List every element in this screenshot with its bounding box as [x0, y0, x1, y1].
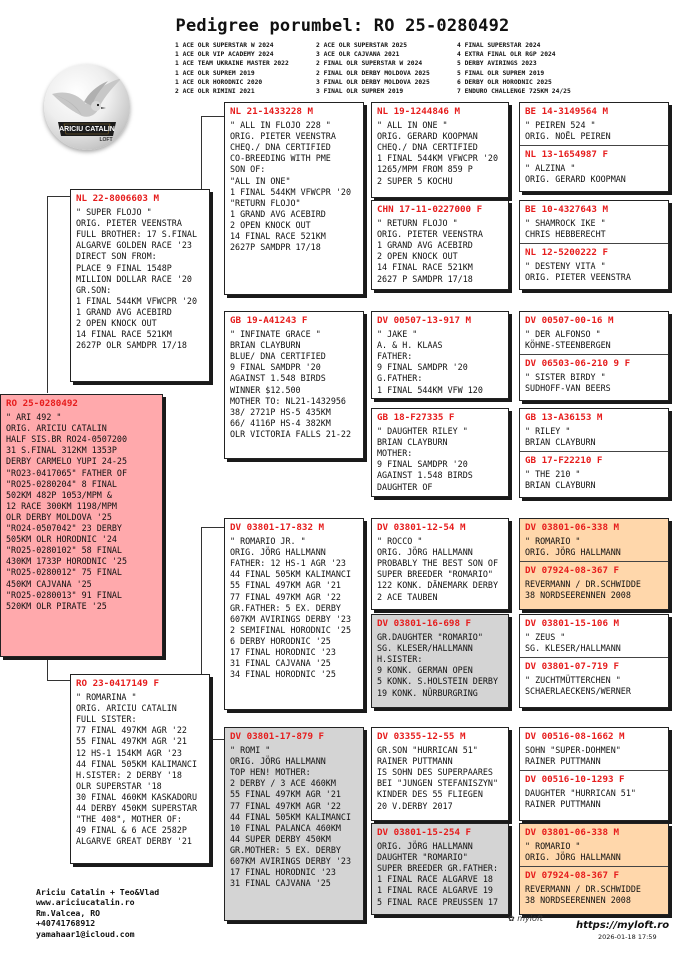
pigeon-pair-card[interactable]	[519, 518, 669, 610]
pigeon-card-mff[interactable]	[371, 518, 509, 610]
pedigree-line: ORIG. JÖRG HALLMANN	[230, 756, 326, 767]
pedigree-line: "RO23-0417065" FATHER OF	[6, 467, 128, 478]
pigeon-pair-card[interactable]	[519, 408, 669, 498]
pedigree-line: MOTHER:	[377, 448, 413, 459]
achievement-item: 2 ACE OLR SUPERSTAR 2025	[316, 42, 407, 49]
pedigree-line: BRIAN CLAYBURN	[230, 340, 301, 351]
achievements-col-3	[457, 41, 571, 96]
pedigree-line: 1 GRAND AVG ACEBIRD	[76, 306, 172, 317]
pedigree-line: ORIG. NOËL PEIREN	[525, 131, 611, 142]
pedigree-line: 430KM 1733P HORODNIC '25	[6, 556, 128, 567]
ring-number: GB 13-A36153 M	[525, 412, 603, 423]
pedigree-line: "RO25-0280012" 75 FINAL	[6, 567, 122, 578]
loft-logo	[44, 64, 130, 150]
pedigree-line: H.SISTER:	[377, 654, 423, 665]
pedigree-line: BLUE/ DNA CERTIFIED	[230, 351, 326, 362]
pedigree-line: ORIG. GERARD KOOPMAN	[377, 131, 478, 142]
ring-number: GB 18-F27335 F	[377, 412, 455, 423]
pedigree-line: 12 RACE 300KM 1198/MPM	[6, 500, 117, 511]
pedigree-line: 1 GRAND AVG ACEBIRD	[377, 240, 473, 251]
pedigree-line: 9 FINAL SAMDPR '20	[230, 362, 321, 373]
pigeon-card-g6[interactable]	[520, 354, 668, 394]
ring-number: GB 17-F22210 F	[525, 455, 603, 467]
breeder-phone[interactable]: +40741768912	[36, 918, 96, 929]
pedigree-line: FULL BROTHER: 17 S.FINAL	[76, 229, 198, 240]
pedigree-line: 5 KONK. S.HOLSTEIN DERBY	[377, 676, 499, 687]
pedigree-line: 77 FINAL 497KM AGR '22	[230, 591, 341, 602]
achievements-col-2	[316, 41, 430, 96]
pedigree-line: CO-BREEDING WITH PME	[230, 153, 331, 164]
pedigree-line: MILLION DOLLAR RACE '20	[76, 273, 192, 284]
pigeon-card-fff[interactable]	[371, 102, 509, 198]
ring-number: NL 22-8006603 M	[76, 193, 159, 204]
pedigree-line: 14 FINAL RACE 521KM	[76, 329, 172, 340]
pedigree-line: SON OF:	[230, 164, 266, 175]
ring-number: DV 03801-16-698 F	[377, 618, 472, 629]
pedigree-line: "RO24-0507042" 23 DERBY	[6, 523, 122, 534]
pigeon-pair-card[interactable]	[519, 614, 669, 708]
ring-number: DV 07924-08-367 F	[525, 870, 620, 882]
pedigree-line: ORIG. GERARD KOOPMAN	[525, 174, 626, 185]
pigeon-card-g12[interactable]	[520, 657, 668, 697]
pedigree-line: BRIAN CLAYBURN	[377, 437, 448, 448]
pedigree-line: MOTHER TO: NL21-1432956	[230, 395, 346, 406]
achievement-item: 1 ACE OLR HORODNIC 2020	[175, 78, 263, 86]
pedigree-line: WINNER $12.500	[230, 384, 301, 395]
pedigree-line: SOHN "SUPER-DOHMEN"	[525, 745, 621, 756]
pedigree-line: 38 NORDSEERENNEN 2008	[525, 895, 631, 906]
pedigree-line: ORIG. PIETER VEENSTRA	[76, 218, 182, 229]
pigeon-card-g2[interactable]	[520, 145, 668, 185]
pedigree-line: GR.SON "HURRICAN 51"	[377, 745, 478, 756]
ring-number: DV 03801-15-106 M	[525, 618, 620, 629]
pedigree-line: " THE 210 "	[525, 469, 581, 480]
pedigree-line: 66/ 4116P HS-4 382KM	[230, 417, 331, 428]
pedigree-line: SG. KLESER/HALLMANN	[377, 643, 473, 654]
ring-number: DV 03801-06-338 M	[525, 827, 620, 838]
pedigree-line: BEI "JUNGEN STEFANISZYN"	[377, 778, 499, 789]
pedigree-line: A. & H. KLAAS	[377, 340, 443, 351]
pedigree-line: " ROMARIO "	[525, 536, 581, 547]
page-title: Pedigree porumbel: RO 25-0280492	[175, 16, 510, 36]
pigeon-card-ff[interactable]	[224, 102, 364, 295]
achievement-item: 7 ENDURO CHALLENGE 725KM 24/25	[457, 88, 571, 96]
ring-number: DV 03801-07-719 F	[525, 661, 620, 673]
pedigree-line: AGAINST 1.548 BIRDS	[377, 470, 473, 481]
pedigree-line: " SUPER FLOJO "	[76, 207, 152, 218]
breeder-contact	[36, 887, 159, 939]
pigeon-card-g8[interactable]	[520, 451, 668, 491]
pedigree-line: ORIG. JÖRG HALLMANN	[525, 547, 621, 558]
pedigree-line: " DER ALFONSO "	[525, 329, 601, 340]
pedigree-line: 31 FINAL CAJVANA '25	[230, 878, 331, 889]
pedigree-line: 2 DERBY / 3 ACE 460KM	[230, 778, 336, 789]
pigeon-card-mf[interactable]	[224, 518, 364, 710]
pedigree-line: 10 FINAL PALANCA 460KM	[230, 822, 341, 833]
pigeon-card-father[interactable]	[70, 189, 210, 382]
pedigree-line: IS SOHN DES SUPERPAARES	[377, 767, 493, 778]
pedigree-line: 31 FINAL CAJVANA '25	[230, 658, 331, 669]
myloft-url[interactable]: https://myloft.ro	[576, 920, 670, 931]
pedigree-line: RAINER PUTTMANN	[377, 756, 453, 767]
pedigree-line: " RETURN FLOJO "	[377, 218, 458, 229]
pigeon-pair-card[interactable]	[519, 311, 669, 401]
pedigree-line: 55 FINAL 497KM AGR '21	[76, 736, 187, 747]
pedigree-line: "ALL IN ONE"	[230, 175, 291, 186]
pedigree-line: REVERMANN / DR.SCHWIDDE	[525, 579, 641, 590]
ring-number: DV 07924-08-367 F	[525, 565, 620, 577]
pedigree-line: 17 FINAL HORODNIC '23	[230, 867, 336, 878]
myloft-bird-icon: ✿	[508, 914, 515, 923]
achievement-item: 2 FINAL OLR DERBY MOLDOVA 2025	[316, 69, 430, 77]
pedigree-line: 2627 P SAMDPR 17/18	[377, 273, 473, 284]
achievement-item: 3 ACE OLR CAJVANA 2021	[316, 51, 400, 59]
pedigree-line: 2 OPEN KNOCK OUT	[230, 219, 311, 230]
ring-number: NL 13-1654987 F	[525, 149, 608, 161]
pedigree-line: GR.SON:	[76, 284, 112, 295]
pedigree-line: 44 SUPER DERBY 450KM	[230, 833, 331, 844]
pedigree-line: " ROMARIO "	[525, 841, 581, 852]
pedigree-line: " SHAMROCK IKE "	[525, 218, 606, 229]
pedigree-line: 1 FINAL RACE ALGARVE 18	[377, 874, 493, 885]
ring-number: DV 00516-08-1662 M	[525, 731, 625, 742]
pedigree-line: "RO25-0280204" 8 FINAL	[6, 478, 117, 489]
pedigree-line: G.FATHER:	[377, 373, 423, 384]
pedigree-line: ORIG. JÖRG HALLMANN	[377, 547, 473, 558]
pedigree-line: 44 FINAL 505KM KALIMANCI	[230, 811, 352, 822]
pedigree-line: " PEIREN 524 "	[525, 120, 596, 131]
pedigree-line: 2 OPEN KNOCK OUT	[76, 318, 157, 329]
pedigree-line: RAINER PUTTMANN	[525, 799, 601, 810]
pedigree-line: GR.MOTHER: 5 EX. DERBY	[230, 844, 341, 855]
svg-text:ARICIU CATALIN: ARICIU CATALIN	[59, 126, 115, 133]
pedigree-line: 9 FINAL SAMDPR '20	[377, 459, 468, 470]
pedigree-line: 44 DERBY 450KM SUPERSTAR	[76, 803, 198, 814]
pedigree-line: REVERMANN / DR.SCHWIDDE	[525, 884, 641, 895]
ring-number: DV 03801-06-338 M	[525, 522, 620, 533]
pedigree-line: 1 FINAL 544KM VFWCPR '20	[377, 153, 499, 164]
pedigree-line: SUPER BREEDER GR.FATHER:	[377, 863, 499, 874]
pedigree-line: 17 FINAL HORODNIC '23	[230, 647, 336, 658]
pedigree-line: ALGARVE GREAT DERBY '21	[76, 836, 192, 847]
achievement-item: 1 ACE OLR SUPERSTAR W 2024	[175, 42, 274, 49]
pedigree-line: 520KM OLR PIRATE '25	[6, 600, 107, 611]
pedigree-line: GR.DAUGHTER "ROMARIO"	[377, 632, 483, 643]
pedigree-line: BRIAN CLAYBURN	[525, 437, 596, 448]
achievement-item: 1 ACE OLR SUPREM 2019	[175, 69, 255, 77]
pedigree-line: " ROMARINA "	[76, 692, 137, 703]
pigeon-card-mmm[interactable]	[371, 823, 509, 915]
pedigree-line: " ARI 492 "	[6, 412, 62, 423]
pedigree-line: 19 KONK. NÜRBURGRING	[377, 687, 478, 698]
pedigree-line: 505KM OLR HORODNIC '24	[6, 534, 117, 545]
pedigree-line: 34 FINAL HORODNIC '25	[230, 669, 336, 680]
myloft-brand-name: myloft	[517, 914, 543, 923]
pedigree-line: ORIG. JÖRG HALLMANN	[377, 841, 473, 852]
pedigree-line: 9 FINAL SAMDPR '20	[377, 362, 468, 373]
pedigree-line: OLR VICTORIA FALLS 21-22	[230, 428, 352, 439]
pedigree-line: 14 FINAL RACE 521KM	[230, 231, 326, 242]
achievement-item: 4 EXTRA FINAL OLR RGP 2024	[457, 51, 556, 59]
breeder-website[interactable]: www.ariciucatalin.ro	[36, 897, 135, 908]
ring-number: DV 03801-12-54 M	[377, 522, 466, 533]
pedigree-line: 44 FINAL 505KM KALIMANCI	[76, 758, 198, 769]
connector-father	[47, 196, 70, 393]
pedigree-line: 38/ 2721P HS-5 435KM	[230, 406, 331, 417]
pedigree-line: FATHER:	[377, 351, 413, 362]
pedigree-line: DERBY CARMELO YUPI 24-25	[6, 456, 128, 467]
pedigree-line: 55 FINAL 497KM AGR '21	[230, 580, 341, 591]
pedigree-line: " ROMARIO JR. "	[230, 536, 306, 547]
ring-number: RO 25-0280492	[6, 398, 78, 409]
pedigree-line: " DAUGHTER RILEY "	[377, 426, 468, 437]
pedigree-line: GR.FATHER: 5 EX. DERBY	[230, 602, 341, 613]
pedigree-line: 2627P OLR SAMDPR 17/18	[76, 340, 187, 351]
connector-ff	[201, 116, 224, 194]
ring-number: DV 00507-00-16 M	[525, 315, 614, 326]
pedigree-line: 77 FINAL 497KM AGR '22	[76, 725, 187, 736]
pigeon-card-mfm[interactable]	[371, 614, 509, 708]
achievement-item: 1 ACE OLR VIP ACADEMY 2024	[175, 51, 274, 59]
pedigree-line: 607KM AVIRINGS DERBY '23	[230, 856, 352, 867]
pedigree-line: 2 ACE TAUBEN	[377, 591, 438, 602]
pedigree-line: ORIG. PIETER VEENSTRA	[525, 272, 631, 283]
pedigree-line: " ROMI "	[230, 745, 271, 756]
pedigree-line: SUPER BREEDER "ROMARIO"	[377, 569, 493, 580]
pedigree-line: 1265/MPM FROM 859 P	[377, 164, 473, 175]
pigeon-card-fmm[interactable]	[371, 408, 509, 497]
pedigree-line: AGAINST 1.548 BIRDS	[230, 373, 326, 384]
ring-number: BE 14-3149564 M	[525, 106, 608, 117]
pedigree-line: " ALL IN ONE "	[377, 120, 448, 131]
pigeon-card-fmf[interactable]	[371, 311, 509, 399]
pedigree-line: 77 FINAL 497KM AGR '22	[230, 800, 341, 811]
pedigree-line: 49 FINAL & 6 ACE 2582P	[76, 825, 187, 836]
pedigree-line: FULL SISTER:	[76, 714, 137, 725]
pigeon-card-ffm[interactable]	[371, 200, 509, 290]
pedigree-line: 38 NORDSEERENNEN 2008	[525, 590, 631, 601]
pedigree-line: " ALZINA "	[525, 163, 576, 174]
connector-mf	[201, 527, 224, 677]
achievements-col-1	[175, 41, 289, 96]
pedigree-line: HALF SIS.BR RO24-0507200	[6, 434, 128, 445]
pedigree-line: 55 FINAL 497KM AGR '21	[230, 789, 341, 800]
achievement-item: 4 FINAL SUPERSTAR 2024	[457, 42, 541, 49]
ring-number: DV 00516-10-1293 F	[525, 774, 625, 786]
pedigree-line: ORIG. JÖRG HALLMANN	[525, 852, 621, 863]
breeder-email[interactable]: yamahaar1@icloud.com	[36, 928, 135, 939]
achievement-item: 3 FINAL OLR SUPREM 2019	[316, 88, 404, 96]
pedigree-line: 20 V.DERBY 2017	[377, 800, 453, 811]
pedigree-line: "RO25-0280102" 58 FINAL	[6, 545, 122, 556]
pedigree-line: 30 FINAL 460KM KASKADORU	[76, 791, 198, 802]
pedigree-line: ORIG. ARICIU CATALIN	[6, 423, 107, 434]
ring-number: NL 12-5200222 F	[525, 247, 608, 259]
pedigree-line: SCHAERLAECKENS/WERNER	[525, 686, 631, 697]
breeder-location: Rm.Valcea, RO	[36, 907, 101, 918]
pedigree-line: CHEQ./ DNA CERTIFIED	[230, 142, 331, 153]
pedigree-line: 450KM CAJVANA '25	[6, 578, 92, 589]
pedigree-line: 5 FINAL RACE PREUSSEN 17	[377, 896, 499, 907]
pedigree-line: ORIG. PIETER VEENSTRA	[377, 229, 483, 240]
pedigree-line: 1 GRAND AVG ACEBIRD	[230, 208, 326, 219]
pigeon-card-mmf[interactable]	[371, 727, 509, 821]
pedigree-line: SUDHOFF-VAN BEERS	[525, 383, 611, 394]
ring-number: DV 03355-12-55 M	[377, 731, 466, 742]
pedigree-line: ORIG. PIETER VEENSTRA	[230, 131, 336, 142]
pedigree-line: " SISTER BIRDY "	[525, 372, 606, 383]
pedigree-line: 14 FINAL RACE 521KM	[377, 262, 473, 273]
svg-text:LOFT: LOFT	[99, 137, 113, 143]
pigeon-card-mother[interactable]	[70, 674, 210, 864]
pedigree-line: "THE 408", MOTHER OF:	[76, 814, 182, 825]
achievement-item: 6 DERBY OLR HORODNIC 2025	[457, 78, 552, 86]
pedigree-line: " ZEUS "	[525, 632, 566, 643]
pedigree-line: " JAKE "	[377, 329, 418, 340]
pedigree-line: " ZUCHTMÜTTERCHEN "	[525, 675, 621, 686]
pigeon-card-g10[interactable]	[520, 561, 668, 601]
achievement-item: 3 FINAL OLR DERBY MOLDOVA 2025	[316, 78, 430, 86]
connector-mother	[47, 655, 70, 681]
pedigree-line: 2 OPEN KNOCK OUT	[377, 251, 458, 262]
pigeon-pair-card[interactable]	[519, 200, 669, 290]
pedigree-line: " RILEY "	[525, 426, 571, 437]
pedigree-line: 2 SEMIFINAL HORODNIC '25	[230, 624, 352, 635]
pedigree-line: KINDER DES 55 FLIEGEN	[377, 789, 483, 800]
pedigree-line: 1 FINAL 544KM VFWCPR '20	[76, 295, 198, 306]
pedigree-line: " DESTENY VITA "	[525, 261, 606, 272]
achievement-item: 5 DERBY AVIRINGS 2023	[457, 60, 537, 68]
pedigree-line: 2 SUPER 5 KOCHU	[377, 175, 453, 186]
pigeon-card-subject[interactable]	[0, 394, 163, 657]
pedigree-line: SG. KLESER/HALLMANN	[525, 643, 621, 654]
pigeon-logo-icon	[44, 64, 130, 150]
pigeon-card-g4[interactable]	[520, 243, 668, 283]
ring-number: NL 19-1244846 M	[377, 106, 460, 117]
pedigree-line: KÖHNE-STEENBERGEN	[525, 340, 611, 351]
breeder-name: Ariciu Catalin + Teo&Vlad	[36, 887, 160, 897]
pedigree-line: 2627P SAMDPR 17/18	[230, 242, 321, 253]
pedigree-line: "RETURN FLOJO"	[230, 197, 301, 208]
pedigree-line: TOP HEN! MOTHER:	[230, 767, 311, 778]
pedigree-line: H.SISTER: 2 DERBY '18	[76, 769, 182, 780]
ring-number: BE 10-4327643 M	[525, 204, 608, 215]
pigeon-card-mm[interactable]	[224, 727, 364, 921]
pedigree-line: 1 FINAL 544KM VFWCPR '20	[230, 186, 352, 197]
achievement-item: 5 FINAL OLR SUPREM 2019	[457, 69, 545, 77]
ring-number: RO 23-0417149 F	[76, 678, 159, 689]
pedigree-line: DIRECT SON FROM:	[76, 251, 157, 262]
pedigree-line: 607KM AVIRINGS DERBY '23	[230, 613, 352, 624]
myloft-brand	[508, 914, 543, 923]
pedigree-line: 1 FINAL RACE ALGARVE 19	[377, 885, 493, 896]
pigeon-pair-card[interactable]	[519, 102, 669, 192]
pedigree-line: 502KM 482P 1053/MPM &	[6, 489, 112, 500]
pedigree-line: 9 KONK. GERMAN OPEN	[377, 665, 473, 676]
ring-number: DV 00507-13-917 M	[377, 315, 472, 326]
pedigree-line: ALGARVE GOLDEN RACE '23	[76, 240, 192, 251]
pedigree-line: "RO25-0280013" 91 FINAL	[6, 589, 122, 600]
pedigree-line: RAINER PUTTMANN	[525, 756, 601, 767]
ring-number: DV 03801-17-879 F	[230, 731, 325, 742]
pedigree-line: 44 FINAL 505KM KALIMANCI	[230, 569, 352, 580]
pedigree-line: PLACE 9 FINAL 1548P	[76, 262, 172, 273]
pedigree-line: 1 FINAL 544KM VFW 120	[377, 384, 483, 395]
ring-number: CHN 17-11-0227000 F	[377, 204, 483, 215]
pedigree-line: 122 KONK. DÄNEMARK DERBY	[377, 580, 499, 591]
print-date: 2026-01-18 17:59	[598, 933, 657, 941]
pedigree-line: PROBABLY THE BEST SON OF	[377, 558, 499, 569]
achievement-item: 2 ACE OLR RIMINI 2021	[175, 88, 255, 96]
achievement-item: 2 FINAL OLR SUPERSTAR W 2024	[316, 60, 423, 68]
pedigree-line: 6 DERBY HORODNIC '25	[230, 635, 331, 646]
pedigree-line: ORIG. JÖRG HALLMANN	[230, 547, 326, 558]
pedigree-line: 12 HS-1 154KM AGR '23	[76, 747, 182, 758]
pedigree-line: DAUGHTER "ROMARIO"	[377, 852, 468, 863]
pedigree-line: DAUGHTER "HURRICAN 51"	[525, 788, 636, 799]
ring-number: NL 21-1433228 M	[230, 106, 313, 117]
pedigree-line: " INFINATE GRACE "	[230, 329, 321, 340]
pedigree-line: CHEQ./ DNA CERTIFIED	[377, 142, 478, 153]
pedigree-line: 31 S.FINAL 312KM 1353P	[6, 445, 117, 456]
pedigree-line: BRIAN CLAYBURN	[525, 480, 596, 491]
ring-number: DV 06503-06-210 9 F	[525, 358, 631, 370]
pedigree-line: " ALL IN FLOJO 228 "	[230, 120, 331, 131]
pigeon-pair-card[interactable]	[519, 727, 669, 821]
ring-number: GB 19-A41243 F	[230, 315, 308, 326]
pedigree-line: DAUGHTER OF	[377, 481, 433, 492]
pigeon-card-g16[interactable]	[520, 866, 668, 906]
pigeon-card-fm[interactable]	[224, 311, 364, 459]
pedigree-line: " ROCCO "	[377, 536, 423, 547]
ring-number: DV 03801-15-254 F	[377, 827, 472, 838]
pigeon-pair-card[interactable]	[519, 823, 669, 915]
pedigree-line: OLR SUPERSTAR '18	[76, 780, 162, 791]
pigeon-card-g14[interactable]	[520, 770, 668, 810]
achievement-item: 1 ACE TEAM UKRAINE MASTER 2022	[175, 60, 289, 68]
pedigree-line: ORIG. ARICIU CATALIN	[76, 703, 177, 714]
pedigree-line: OLR DERBY MOLDOVA '25	[6, 511, 112, 522]
pedigree-line: CHRIS HEBBERECHT	[525, 229, 606, 240]
pedigree-line: FATHER: 12 HS-1 AGR '23	[230, 558, 346, 569]
ring-number: DV 03801-17-832 M	[230, 522, 325, 533]
